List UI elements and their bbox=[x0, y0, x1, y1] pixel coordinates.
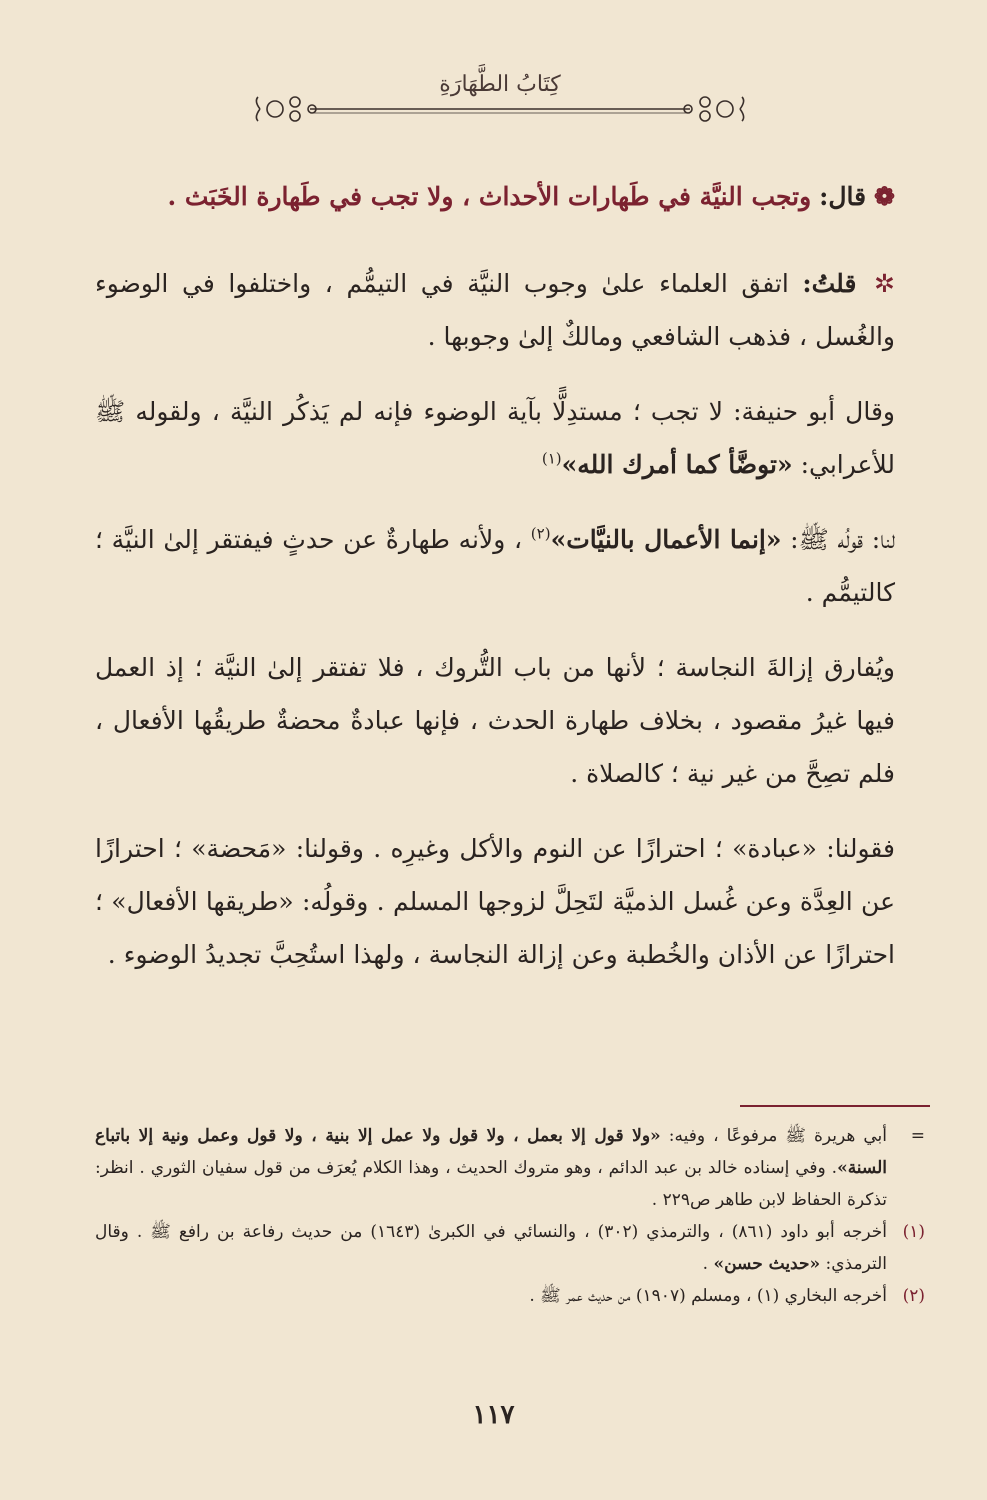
running-title: كِتَابُ الطَّهَارَةِ bbox=[439, 72, 561, 97]
qultu-label: قلتُ: bbox=[802, 269, 857, 298]
matn-text: وتجب النيَّة في طَهارات الأحداث ، ولا تجب في طَهارة الخَبَث . bbox=[167, 182, 812, 211]
page-number: ١١٧ bbox=[472, 1400, 515, 1430]
footnote-text bbox=[95, 1280, 887, 1312]
hadith-quote: «توضَّأ كما أمرك الله» bbox=[561, 450, 793, 479]
footnote-text-part: . وفي إسناده خالد بن عبد الدائم ، وهو متروك الحديث ، وهذا الكلام يُعرَف من قول سفيان الثوري . انظر: تذكرة الحفاظ لابن طاهر ص٢٢٩ . bbox=[95, 1158, 887, 1210]
footnote-number: (٢) bbox=[902, 1286, 925, 1306]
header-ornament bbox=[250, 92, 750, 126]
paragraph-matn bbox=[95, 170, 895, 223]
hadith-quote: «إنما الأعمال بالنيَّات» bbox=[550, 525, 782, 554]
yufariq-text: ويُفارق إزالةَ النجاسة ؛ لأنها من باب التُّروك ، فلا تفتقر إلىٰ النيَّة ؛ إذ العمل فيها غيرُ مقصود ، بخلاف طهارة الحدث ، فإنها عبادةٌ محضةٌ طريقُها الأفعال ، فلم تصِحَّ من غير نية ؛ كالصلاة . bbox=[95, 653, 895, 788]
faqawluna-text: فقولنا: «عبادة» ؛ احترازًا عن النوم والأكل وغيرِه . وقولنا: «مَحضة» ؛ احترازًا عن العِدَّة وعن غُسل الذميَّة لتَحِلَّ لزوجها المسلم . وقولُه: «طريقها الأفعال» ؛ احترازًا عن الأذان والخُطبة وعن إزالة النجاسة ، ولهذا استُحِبَّ تجديدُ الوضوء . bbox=[95, 834, 895, 969]
footnote-item bbox=[95, 1280, 925, 1312]
footnote-number: (١) bbox=[902, 1222, 925, 1242]
ornament-icon bbox=[250, 92, 750, 126]
footnote-ref: (١) bbox=[541, 449, 562, 468]
paragraph-lana bbox=[95, 513, 895, 619]
paragraph-yufariq bbox=[95, 641, 895, 800]
lana-text: لنا: قولُه ﷺ: bbox=[781, 525, 895, 554]
footnote-item bbox=[95, 1120, 925, 1216]
footnote-item bbox=[95, 1216, 925, 1280]
footnote-text bbox=[95, 1216, 887, 1280]
page-header bbox=[250, 70, 750, 130]
paragraph-faqawluna bbox=[95, 822, 895, 981]
abu-hanifa-text: وقال أبو حنيفة: لا تجب ؛ مستدِلًّا بآية الوضوء فإنه لم يَذكُر النيَّة ، ولقوله ﷺ للأعرابي: bbox=[95, 397, 895, 479]
lana-text-continued: ، ولأنه طهارةٌ عن حدثٍ فيفتقر إلىٰ النيَّة ؛ كالتيمُّم . bbox=[95, 525, 895, 607]
footnote-text-part: أخرجه البخاري (١) ، ومسلم (١٩٠٧) من حديث عمر ﷺ . bbox=[529, 1286, 887, 1306]
footnote-text-part: أخرجه أبو داود (٨٦١) ، والترمذي (٣٠٢) ، والنسائي في الكبرىٰ (١٦٤٣) من حديث رفاعة بن رافع ﷺ . وقال الترمذي: bbox=[95, 1222, 887, 1274]
paragraph-abu-hanifa bbox=[95, 385, 895, 491]
footnote-number: = bbox=[910, 1126, 925, 1146]
footnote-text bbox=[95, 1120, 887, 1216]
footnote-divider bbox=[740, 1105, 930, 1107]
footnotes bbox=[95, 1120, 925, 1312]
footnote-ref: (٢) bbox=[530, 524, 551, 543]
flower-marker-icon: ❁ bbox=[874, 182, 895, 211]
main-text bbox=[95, 170, 895, 1003]
paragraph-qultu bbox=[95, 257, 895, 363]
qal-label: قال: bbox=[819, 182, 867, 211]
footnote-quote: «حديث حسن» bbox=[713, 1254, 821, 1274]
footnote-text-part: . bbox=[702, 1254, 714, 1274]
qultu-text: اتفق العلماء علىٰ وجوب النيَّة في التيمُّم ، واختلفوا في الوضوء والغُسل ، فذهب الشافعي ومالكٌ إلىٰ وجوبها . bbox=[95, 269, 895, 351]
footnote-text-part: أبي هريرة ﷺ مرفوعًا ، وفيه: bbox=[660, 1126, 887, 1146]
footnote-quote: «ولا قول إلا بعمل ، ولا قول ولا عمل إلا بنية ، ولا قول وعمل ونية إلا باتباع السنة» bbox=[95, 1126, 887, 1178]
star-marker-icon: ✲ bbox=[874, 269, 895, 298]
